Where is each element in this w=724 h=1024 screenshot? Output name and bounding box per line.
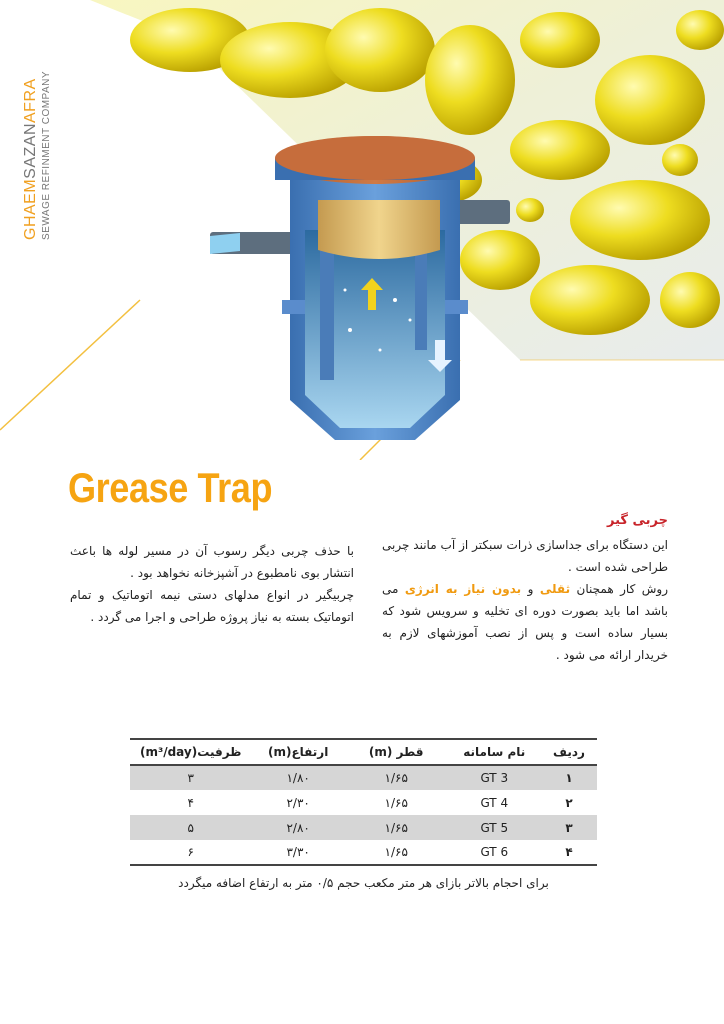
description-paragraph [382,578,668,666]
cell-row-number: ۳ [541,815,597,840]
description-right-column [382,510,668,666]
cell-height: ۲/۸۰ [251,815,344,840]
table-row [130,765,597,790]
header-diameter: قطر (m) [368,745,424,759]
cell-row-number: ۱ [541,765,597,790]
brand-name-part2: SAZAN [22,122,39,179]
cell-diameter: ۱/۶۵ [384,795,408,810]
text-span: و [521,582,540,596]
product-title: Grease Trap [68,464,273,511]
table-row [130,790,597,815]
header-height: ارتفاع(m) [267,745,329,759]
table-note: برای احجام بالاتر بازای هر متر مکعب حجم ۰/۵ متر به ارتفاع اضافه میگردد [178,876,549,890]
cell-model: GT 4 [480,795,509,810]
cell-row-number: ۲ [565,795,573,810]
brand-name [22,50,40,240]
description-paragraph: چربیگیر در انواع مدلهای دستی نیمه اتوماتیک و تمام اتوماتیک بسته به نیاز پروژه طراحی و اجرا می گردد . [70,588,354,624]
header-capacity: ظرفیت(m³/day) [139,745,242,759]
spec-table-section [130,738,597,890]
cell-height: ۳/۳۰ [286,845,310,859]
cell-capacity: ۳ [130,765,251,790]
highlight-no-energy: بدون نیاز به انرژی [404,582,522,596]
cell-capacity: ۶ [187,845,194,859]
description-left-column [70,540,354,628]
cell-diameter: ۱/۶۵ [345,815,448,840]
header-row-number: ردیف [553,745,585,759]
cell-diameter: ۱/۶۵ [384,845,408,859]
cell-diameter: ۱/۶۵ [345,765,448,790]
description-paragraph: این دستگاه برای جداسازی ذرات سبکتر از آب مانند چربی طراحی شده است . [382,538,668,574]
spec-table [130,738,597,866]
brand-name-part1: GHAEM [22,178,39,240]
table-row [130,815,597,840]
cell-model: GT 3 [448,765,541,790]
section-heading: چربی گیر [607,513,668,528]
cell-model: GT 5 [448,815,541,840]
brand-logo [22,50,62,240]
hero-illustration [0,0,724,460]
description-paragraph: با حذف چربی دیگر رسوب آن در مسیر لوله ها باعث انتشار بوی نامطبوع در آشپزخانه نخواهد بود . [70,544,354,580]
cell-height: ۱/۸۰ [251,765,344,790]
header-model: نام سامانه [463,745,526,759]
cell-height: ۲/۳۰ [286,795,310,810]
cell-model: GT 6 [480,845,509,859]
brand-name-part3: AFRA [22,78,39,123]
decor-line [0,300,140,430]
table-header-row [130,739,597,765]
cell-capacity: ۵ [130,815,251,840]
text-span: روش کار همچنان [570,582,668,596]
cell-capacity: ۴ [187,795,194,810]
highlight-gravity: ثقلی [539,582,571,596]
brand-subtitle: SEWAGE REFINMENT COMPANY [41,70,52,240]
cell-row-number: ۴ [565,845,573,859]
table-row [130,840,597,865]
text-span: می باشد اما باید بصورت دوره ای تخلیه و سرویس شود که بسیار ساده است و پس از نصب آموزشهای لازم به خریدار ارائه می شود . [382,582,668,662]
hero-artwork [0,0,724,460]
